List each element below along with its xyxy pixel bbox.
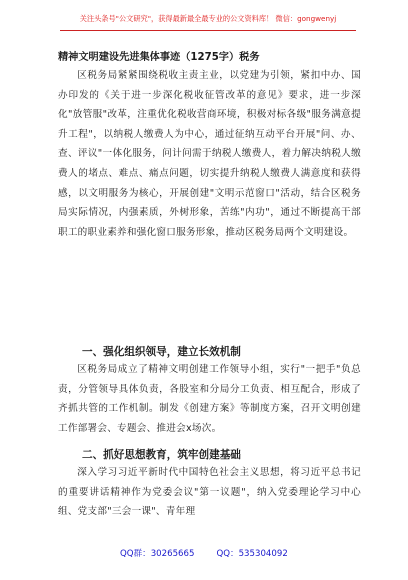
document-title: 精神文明建设先进集体事迹（1275字）税务 bbox=[58, 52, 260, 63]
section-1-heading: 一、强化组织领导，建立长效机制 bbox=[82, 346, 241, 358]
qq-group-link[interactable]: QQ群：30265665 bbox=[120, 549, 195, 559]
footer-contact bbox=[120, 547, 320, 559]
qq-contact-link[interactable]: QQ：535304092 bbox=[216, 549, 288, 559]
section-2-paragraph: 深入学习习近平新时代中国特色社会主义思想，将习近平总书记的重要讲话精神作为党委会议"第一议题"，纳入党委理论学习中心组、党支部"三会一课"、青年理 bbox=[58, 467, 361, 518]
intro-paragraph: 区税务局紧紧围绕税收主责主业，以党建为引领，紧扣中办、国办印发的《关于进一步深化税收征管改革的意见》要求，进一步深化"放管服"改革，注重优化税收营商环境，积极对标各级"服务满意提升工程"，以纳税人缴费人为中心，通过征纳互动平台开展"问、办、查、评议"一体化服务，问计问需于纳税人缴费人，着力解决纳税人缴费人的堵点、难点、痛点问题，切实提升纳税人缴费人满意度和获得感，以文明服务为核心，开展创建"文明示范窗口"活动，结合区税务局实际情况，内强素质，外树形象，苦练"内功"，通过不断提高干部职工的职业素养和强化窗口服务形象，推动区税务局两个文明建设。 bbox=[58, 70, 361, 238]
section-2-heading: 二、抓好思想教育，筑牢创建基础 bbox=[82, 449, 241, 461]
section-1-paragraph: 区税务局成立了精神文明创建工作领导小组，实行"一把手"负总责，分管领导具体负责，各股室和分局分工负责、相互配合，形成了齐抓共管的工作机制。制发《创建方案》等制度方案，召开文明创建工作部署会、专题会、推进会x场次。 bbox=[58, 364, 361, 434]
header-banner: 关注头条号"公文研究"，获得最新最全最专业的公文资料库！ 微信：gongwenyj bbox=[60, 14, 356, 31]
